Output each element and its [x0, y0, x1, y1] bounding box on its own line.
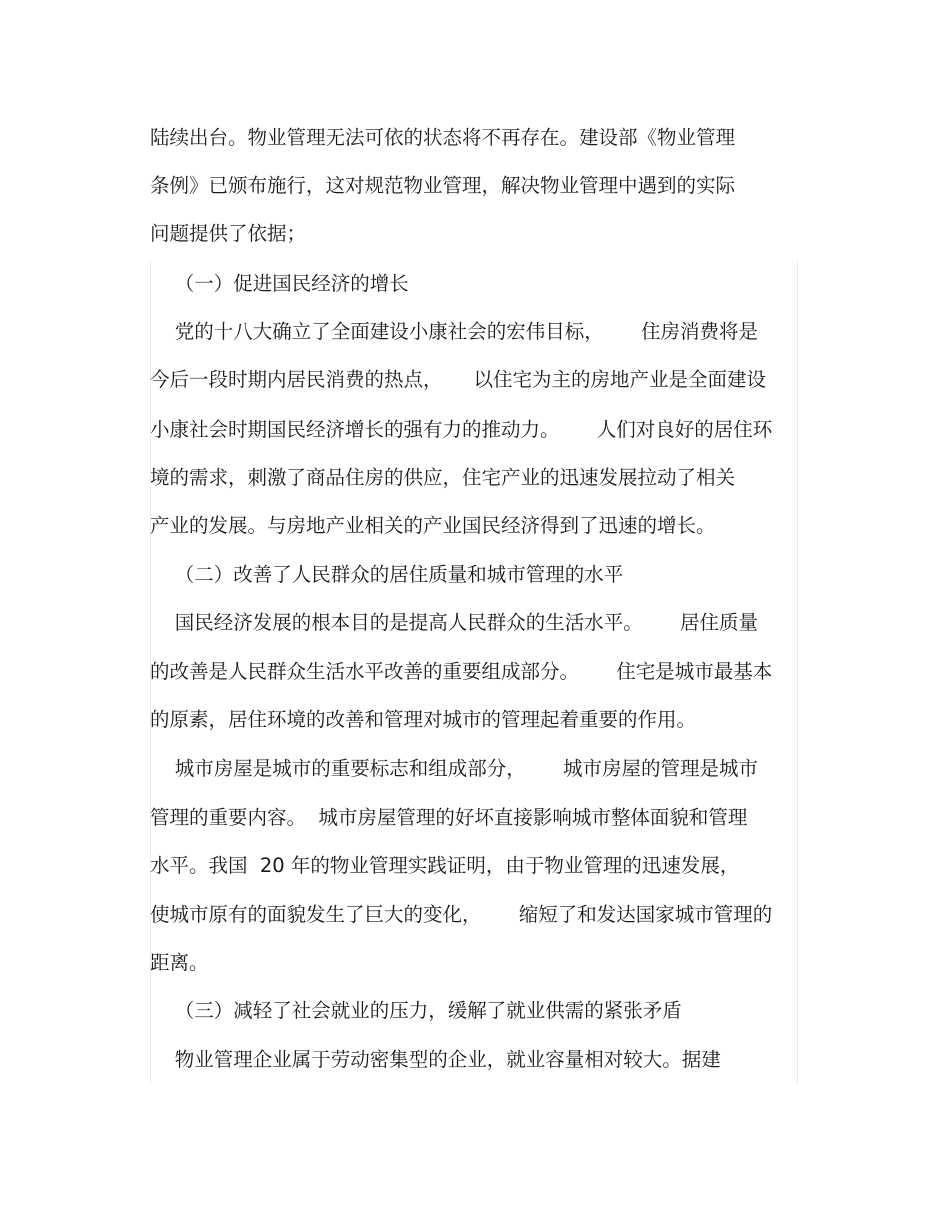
text-line: 的原素，居住环境的改善和管理对城市的管理起着重要的作用。 — [150, 708, 697, 731]
text-line: 问题提供了依据； — [150, 222, 307, 245]
text-line: 今后一段时期内居民消费的热点， 以住宅为主的房地产业是全面建设 — [150, 368, 766, 391]
text-line: 党的十八大确立了全面建设小康社会的宏伟目标， 住房消费将是 — [150, 320, 758, 343]
section-heading: （二）改善了人民群众的居住质量和城市管理的水平 — [150, 563, 624, 586]
text-line: 使城市原有的面貌发生了巨大的变化， 缩短了和发达国家城市管理的 — [150, 903, 773, 926]
section-heading: （三）减轻了社会就业的压力，缓解了就业供需的紧张矛盾 — [150, 999, 682, 1022]
text-line: 陆续出台。物业管理无法可依的状态将不再存在。建设部《物业管理 — [150, 126, 736, 149]
text-line: 产业的发展。与房地产业相关的产业国民经济得到了迅速的增长。 — [150, 514, 716, 537]
text-line: 的改善是人民群众生活水平改善的重要组成部分。 住宅是城市最基本 — [150, 660, 773, 683]
section-heading: （一）促进国民经济的增长 — [150, 272, 409, 295]
text-line: 管理的重要内容。 城市房屋管理的好坏直接影响城市整体面貌和管理 — [150, 806, 748, 829]
text-line: 水平。我国 20 年的物业管理实践证明，由于物业管理的迅速发展， — [150, 854, 740, 877]
text-line: 距离。 — [150, 951, 209, 974]
text-line: 国民经济发展的根本目的是提高人民群众的生活水平。 居住质量 — [150, 611, 758, 634]
text-line: 小康社会时期国民经济增长的强有力的推动力。 人们对良好的居住环 — [150, 418, 773, 441]
text-line: 条例》已颁布施行，这对规范物业管理，解决物业管理中遇到的实际 — [150, 174, 736, 197]
text-line: 物业管理企业属于劳动密集型的企业，就业容量相对较大。据建 — [150, 1048, 721, 1071]
text-line: 境的需求，刺激了商品住房的供应，住宅产业的迅速发展拉动了相关 — [150, 466, 736, 489]
text-line: 城市房屋是城市的重要标志和组成部分， 城市房屋的管理是城市 — [150, 757, 758, 780]
